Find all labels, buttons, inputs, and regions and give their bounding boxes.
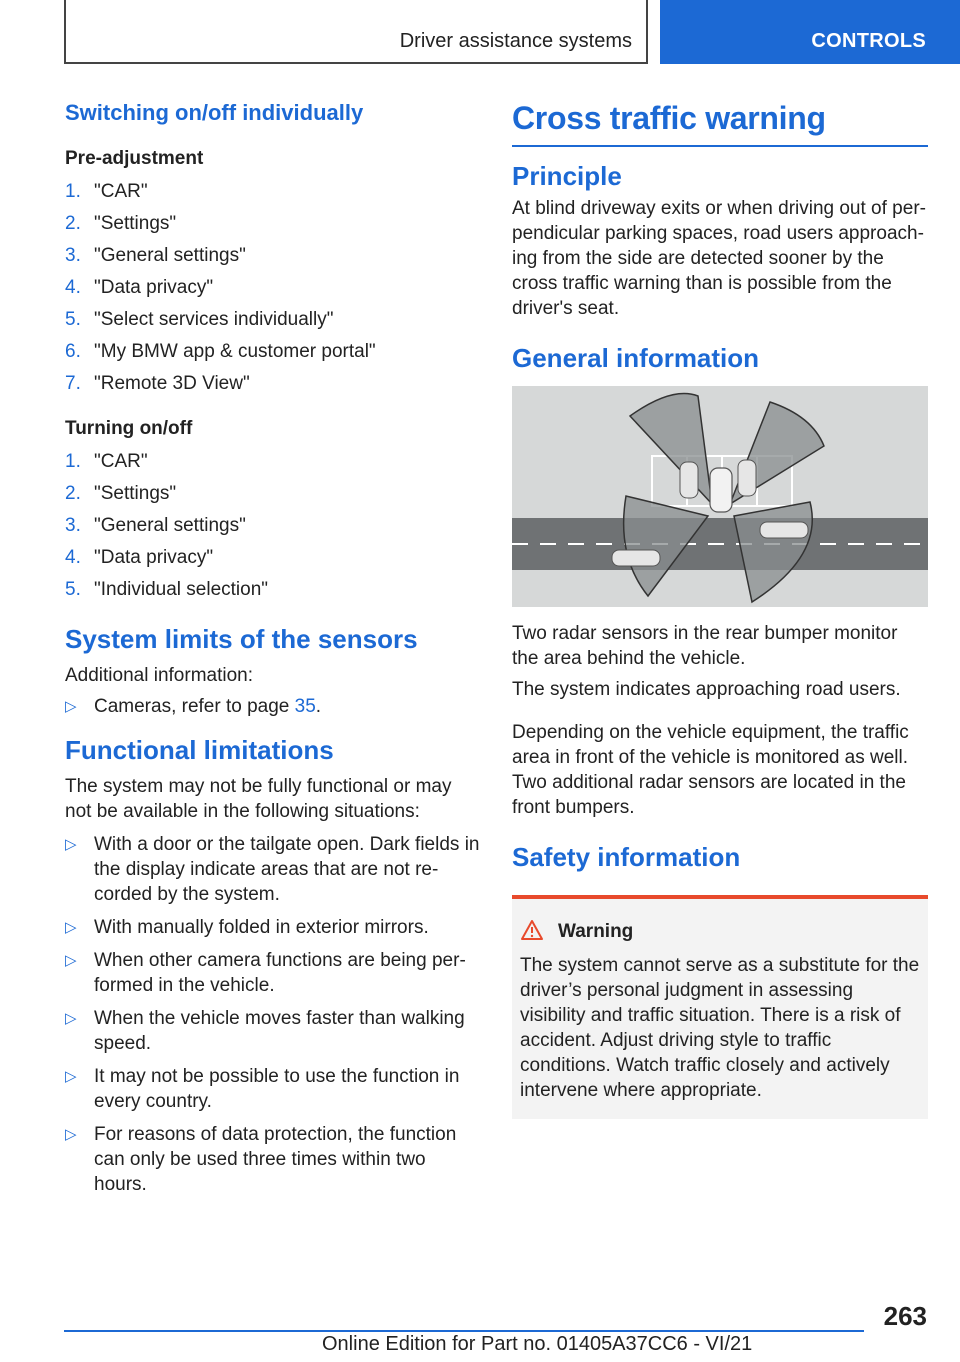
system-limits-intro: Additional information:: [65, 665, 253, 686]
cross-traffic-warning-title: Cross traffic warning: [512, 100, 928, 147]
footer-divider: [64, 1330, 864, 1332]
functional-limitations-list: [65, 832, 480, 1197]
principle-title: Principle: [512, 161, 622, 191]
triangle-bullet-icon: ▷: [65, 1010, 77, 1027]
warning-triangle-icon: [520, 919, 544, 941]
list-item: 1. "CAR": [65, 181, 148, 202]
list-item: ▷ With a door or the tailgate open. Dark fields in the display indicate areas that are not recorded by the system.: [65, 834, 480, 905]
warning-label: Warning: [558, 921, 634, 942]
footer-edition: Online Edition for Part no. 01405A37CC6 - VI/21: [322, 1333, 753, 1355]
list-item: 2. "Settings": [65, 213, 177, 234]
list-item: 4. "Data privacy": [65, 547, 214, 568]
parking-radar-diagram: [512, 386, 928, 607]
triangle-bullet-icon: ▷: [65, 919, 77, 936]
list-item: 5. "Individual selection": [65, 579, 269, 600]
list-item: 3. "General settings": [65, 245, 246, 266]
general-information-p1: Two radar sensors in the rear bumper monitor the area behind the vehicle.: [512, 623, 898, 669]
list-item: 5. "Select services individually": [65, 309, 334, 330]
list-item: 7. "Remote 3D View": [65, 373, 250, 394]
warning-title: [558, 921, 920, 943]
general-information-p3: Depending on the vehicle equipment, the traffic area in front of the vehicle is monitored as well. Two additional radar sensors are located in the front bumpers.: [512, 722, 909, 818]
list-item: ▷ When other camera functions are being performed in the vehicle.: [65, 950, 466, 996]
cross-traffic-illustration: [512, 386, 928, 607]
list-item: 4. "Data privacy": [65, 277, 214, 298]
functional-limitations-title: Functional limitations: [65, 735, 334, 765]
list-item: ▷ It may not be possible to use the function in every country.: [65, 1066, 460, 1112]
list-item: 2. "Settings": [65, 483, 177, 504]
list-item: 1. "CAR": [65, 451, 148, 472]
pre-adjustment-heading: Pre-adjustment: [65, 148, 204, 169]
triangle-bullet-icon: ▷: [65, 952, 77, 969]
header-chapter-tab[interactable]: [660, 0, 960, 64]
warning-box: [512, 895, 928, 1119]
list-item: 3. "General settings": [65, 515, 246, 536]
page-number: 263: [883, 1301, 927, 1331]
turning-steps: [65, 446, 480, 606]
list-item: 6. "My BMW app & customer portal": [65, 341, 376, 362]
system-limits-list: [65, 694, 480, 719]
triangle-bullet-icon: ▷: [65, 836, 77, 853]
header-section-title: Driver assistance systems: [399, 30, 632, 52]
left-column: [65, 100, 480, 1205]
page-reference-link[interactable]: 35: [294, 696, 316, 717]
safety-information-title: Safety information: [512, 842, 741, 872]
general-information-p2: The system indicates approaching road users.: [512, 679, 901, 700]
turning-heading: Turning on/off: [65, 418, 193, 439]
switching-title: Switching on/off individually: [65, 100, 364, 125]
general-information-title: General information: [512, 343, 760, 373]
right-column: [512, 100, 928, 1119]
functional-limitations-intro: The system may not be fully functional or may not be available in the following situations:: [65, 776, 452, 822]
triangle-bullet-icon: ▷: [65, 698, 77, 715]
triangle-bullet-icon: ▷: [65, 1068, 77, 1085]
page-header: [0, 0, 960, 66]
triangle-bullet-icon: ▷: [65, 1126, 77, 1143]
header-section-box: [64, 0, 648, 64]
warning-text: The system cannot serve as a substitute for the driver’s personal judgment in assessing visibility and traffic situation. There is a risk of accident. Adjust driving style to traffic conditions. Watch traffic closely and actively intervene where appropriate.: [520, 955, 920, 1101]
list-item: ▷ For reasons of data protection, the function can only be used three times within two hours.: [65, 1124, 457, 1195]
system-limits-title: System limits of the sensors: [65, 624, 418, 654]
pre-adjustment-steps: [65, 176, 480, 400]
list-item: ▷ Cameras, refer to page 35.: [65, 696, 322, 717]
list-item: ▷ With manually folded in exterior mirrors.: [65, 917, 429, 938]
list-item: ▷ When the vehicle moves faster than walking speed.: [65, 1008, 465, 1054]
header-chapter-label: CONTROLS: [811, 30, 926, 52]
principle-text: At blind driveway exits or when driving out of perpendicular parking spaces, road users approaching from the side are detected sooner by the cross traffic warning than is possible from the driver's seat.: [512, 198, 926, 319]
